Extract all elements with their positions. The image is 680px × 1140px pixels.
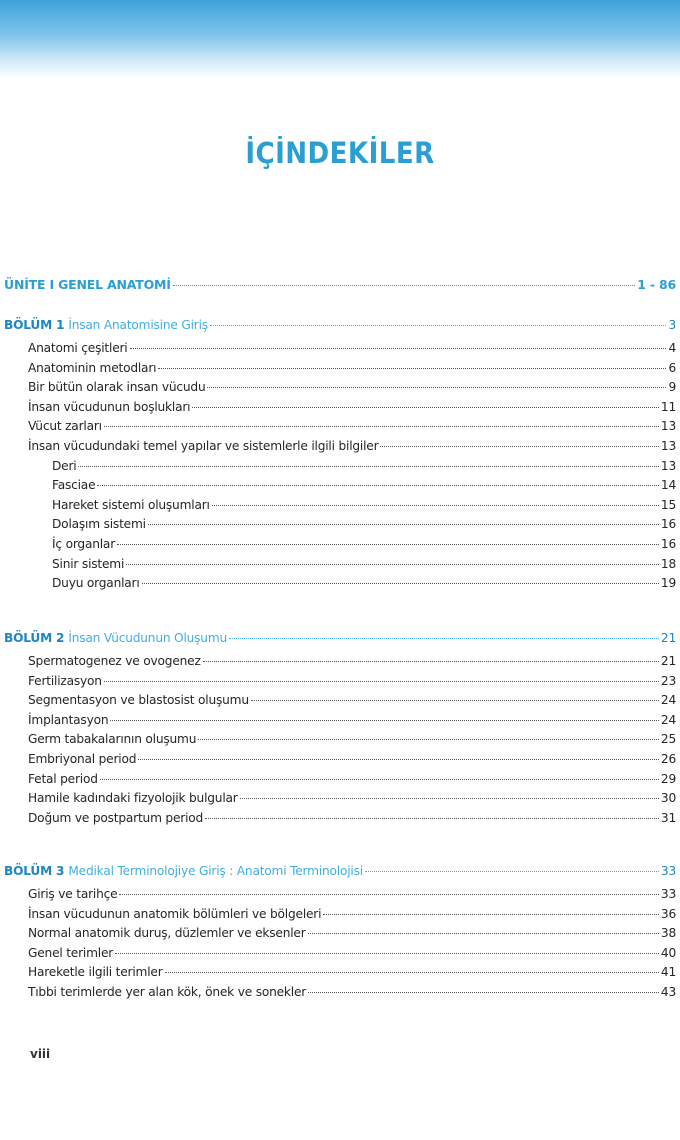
toc-entry-label: Vücut zarları <box>28 419 102 434</box>
toc-entry-page-number: 38 <box>660 926 676 941</box>
toc-entry[interactable] <box>28 693 676 707</box>
toc-entry-page-number: 29 <box>660 771 676 786</box>
toc-entry-label: Normal anatomik duruş, düzlemler ve eksenler <box>28 926 306 941</box>
toc-entry-page-number: 24 <box>660 712 676 727</box>
toc-entry[interactable] <box>28 341 676 355</box>
toc-entry[interactable] <box>28 732 676 746</box>
toc-entry-label: Doğum ve postpartum period <box>28 810 204 825</box>
toc-entry-page-number: 16 <box>660 537 676 551</box>
toc-entry[interactable] <box>28 907 676 921</box>
toc-entry-label: Duyu organları <box>52 576 140 591</box>
dot-leader <box>380 446 658 447</box>
toc-entry-label: Anatominin metodları <box>28 360 157 375</box>
toc-entry-label: İnsan vücudunun boşlukları <box>28 399 191 414</box>
dot-leader <box>308 933 659 934</box>
toc-entry-label: Hareket sistemi oluşumları <box>52 497 210 512</box>
dot-leader <box>212 505 659 506</box>
dot-leader <box>240 798 659 799</box>
chapter-number: BÖLÜM 3 <box>4 864 65 878</box>
dot-leader <box>203 661 659 662</box>
toc-entry[interactable] <box>28 946 676 960</box>
dot-leader <box>115 953 659 954</box>
toc-entry-label: Genel terimler <box>28 945 114 960</box>
dot-leader <box>205 818 659 819</box>
toc-entry-label: Giriş ve tarihçe <box>28 887 118 901</box>
toc-entry[interactable] <box>28 419 676 433</box>
chapter-page-number: 33 <box>660 864 676 878</box>
toc-entry[interactable] <box>28 361 676 375</box>
toc-entry-label: Bir bütün olarak insan vücudu <box>28 380 206 395</box>
toc-entry-page-number: 25 <box>660 732 676 747</box>
toc-entry[interactable] <box>52 557 676 571</box>
toc-entry-label: Deri <box>52 458 77 473</box>
page-title: İÇİNDEKİLER <box>245 136 435 170</box>
toc-entry-page-number: 30 <box>660 791 676 806</box>
toc-entry[interactable] <box>28 752 676 766</box>
toc-entry[interactable] <box>28 926 676 940</box>
unit-heading[interactable] <box>4 277 676 292</box>
toc-entry-label: Sinir sistemi <box>52 556 125 571</box>
toc-entry[interactable] <box>28 674 676 688</box>
dot-leader <box>148 524 659 525</box>
dot-leader <box>110 720 659 721</box>
toc-entry-page-number: 26 <box>660 752 676 766</box>
toc-entry-label: Dolaşım sistemi <box>52 517 146 532</box>
toc-entry-label: Tıbbi terimlerde yer alan kök, önek ve sonekler <box>28 985 307 999</box>
dot-leader <box>142 583 659 584</box>
dot-leader <box>323 914 659 915</box>
toc-entry-label: İnsan vücudundaki temel yapılar ve sistemlerle ilgili bilgiler <box>28 439 379 453</box>
toc-entry[interactable] <box>28 380 676 394</box>
chapter-title: Medikal Terminolojiye Giriş : Anatomi Terminolojisi <box>68 864 363 878</box>
toc-entry-label: Segmentasyon ve blastosist oluşumu <box>28 693 249 708</box>
toc-entry-page-number: 16 <box>660 517 676 532</box>
toc-entry[interactable] <box>28 439 676 453</box>
toc-entry[interactable] <box>28 654 676 668</box>
toc-entry-label: Hareketle ilgili terimler <box>28 965 163 980</box>
toc-entry-page-number: 9 <box>668 380 676 395</box>
toc-entry[interactable] <box>52 459 676 473</box>
chapter-title: İnsan Vücudunun Oluşumu <box>68 631 228 645</box>
dot-leader <box>251 700 659 701</box>
toc-entry-label: Germ tabakalarının oluşumu <box>28 732 197 747</box>
dot-leader <box>104 426 659 427</box>
chapter-heading[interactable] <box>4 631 676 645</box>
unit-label: ÜNİTE I GENEL ANATOMİ <box>4 277 171 292</box>
toc-entry-page-number: 23 <box>660 673 676 688</box>
toc-entry-page-number: 19 <box>660 576 676 591</box>
toc-entry[interactable] <box>52 517 676 531</box>
top-color-band <box>0 0 680 78</box>
dot-leader <box>192 407 659 408</box>
dot-leader <box>210 325 667 326</box>
toc-entry-page-number: 15 <box>660 497 676 512</box>
dot-leader <box>130 348 667 349</box>
dot-leader <box>158 368 666 369</box>
dot-leader <box>198 739 659 740</box>
toc-entry[interactable] <box>28 713 676 727</box>
chapter-heading[interactable] <box>4 318 676 332</box>
toc-entry-page-number: 13 <box>660 419 676 434</box>
toc-entry-label: İnsan vücudunun anatomik bölümleri ve bölgeleri <box>28 906 322 921</box>
toc-entry-page-number: 6 <box>668 360 676 375</box>
toc-entry[interactable] <box>52 498 676 512</box>
toc-entry[interactable] <box>28 985 676 999</box>
toc-entry-label: Fasciae <box>52 478 96 493</box>
toc-entry-page-number: 18 <box>660 556 676 571</box>
toc-entry-label: Anatomi çeşitleri <box>28 341 128 355</box>
dot-leader <box>104 681 659 682</box>
dot-leader <box>229 638 659 639</box>
toc-entry-page-number: 40 <box>660 945 676 960</box>
unit-pages: 1 - 86 <box>637 277 676 292</box>
toc-entry[interactable] <box>28 400 676 414</box>
toc-entry-label: Fertilizasyon <box>28 673 102 688</box>
toc-entry-page-number: 33 <box>660 887 676 901</box>
chapter-page-number: 3 <box>668 318 676 332</box>
chapter-title: İnsan Anatomisine Giriş <box>68 318 208 332</box>
toc-entry-page-number: 4 <box>668 341 676 355</box>
toc-entry-page-number: 36 <box>660 906 676 921</box>
dot-leader <box>100 779 659 780</box>
toc-entry-label: Hamile kadındaki fizyolojik bulgular <box>28 791 238 806</box>
toc-entry-page-number: 31 <box>660 810 676 825</box>
dot-leader <box>308 992 659 993</box>
toc-entry-page-number: 11 <box>660 399 676 414</box>
toc-entry-label: Spermatogenez ve ovogenez <box>28 654 201 668</box>
toc-entry-page-number: 13 <box>660 458 676 473</box>
toc-entry-page-number: 14 <box>660 478 676 493</box>
toc-entry[interactable] <box>52 478 676 492</box>
toc-entry-page-number: 21 <box>660 654 676 668</box>
toc-entry-label: Embriyonal period <box>28 752 137 766</box>
toc-entry-label: Fetal period <box>28 771 98 786</box>
toc-entry[interactable] <box>28 965 676 979</box>
toc-entry-page-number: 24 <box>660 693 676 708</box>
toc-entry-page-number: 43 <box>660 985 676 999</box>
dot-leader <box>365 871 659 872</box>
toc-entry[interactable] <box>52 537 676 551</box>
toc-entry[interactable] <box>28 811 676 825</box>
toc-entry[interactable] <box>28 887 676 901</box>
chapter-page-number: 21 <box>660 631 676 645</box>
dot-leader <box>165 972 659 973</box>
dot-leader <box>117 544 659 545</box>
toc-entry-label: İmplantasyon <box>28 712 109 727</box>
dot-leader <box>173 285 636 286</box>
toc-entry-page-number: 13 <box>660 439 676 453</box>
chapter-number: BÖLÜM 1 <box>4 318 65 332</box>
dot-leader <box>97 485 659 486</box>
toc-entry[interactable] <box>28 791 676 805</box>
chapter-number: BÖLÜM 2 <box>4 631 65 645</box>
dot-leader <box>78 466 658 467</box>
dot-leader <box>126 564 659 565</box>
toc-entry-page-number: 41 <box>660 965 676 980</box>
chapter-heading[interactable] <box>4 864 676 878</box>
dot-leader <box>119 894 658 895</box>
page-number: viii <box>30 1047 51 1061</box>
toc-entry[interactable] <box>28 772 676 786</box>
dot-leader <box>207 387 666 388</box>
dot-leader <box>138 759 659 760</box>
toc-entry-label: İç organlar <box>52 537 116 551</box>
toc-entry[interactable] <box>52 576 676 590</box>
